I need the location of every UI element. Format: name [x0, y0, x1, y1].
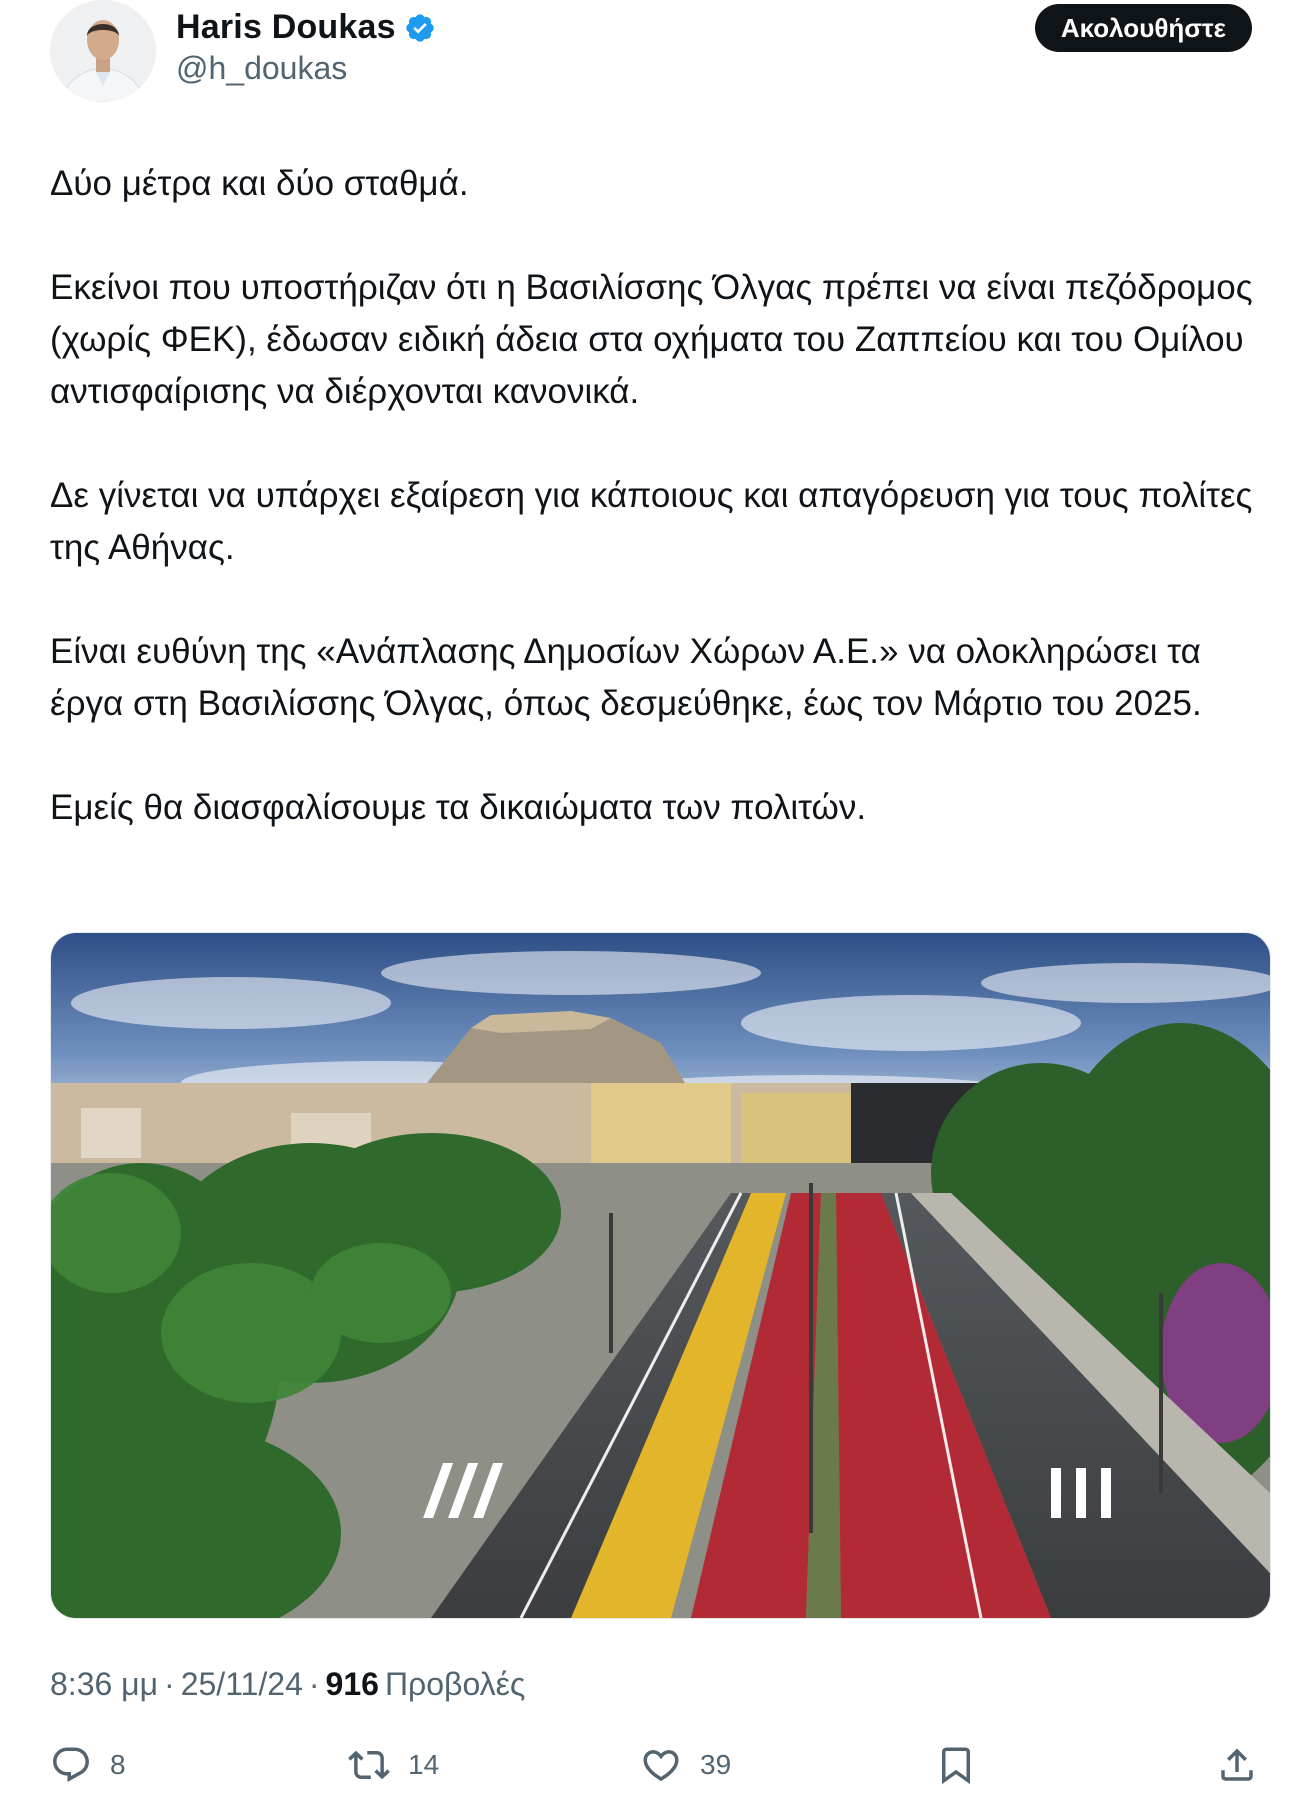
tweet-time[interactable]: 8:36 μμ — [50, 1666, 159, 1702]
follow-button[interactable]: Ακολουθήστε — [1035, 4, 1252, 52]
tweet-text — [50, 158, 1270, 886]
reply-icon — [50, 1744, 92, 1786]
repost-icon — [348, 1744, 390, 1786]
avatar[interactable] — [50, 0, 156, 102]
tweet-paragraph: Εμείς θα διασφαλίσουμε τα δικαιώματα των πολιτών. — [50, 788, 867, 827]
tweet-paragraph: Δε γίνεται να υπάρχει εξαίρεση για κάποιους και απαγόρευση για τους πολίτες της Αθήνας. — [50, 476, 1253, 567]
display-name[interactable]: Haris Doukas — [176, 8, 396, 46]
like-count: 39 — [700, 1749, 732, 1780]
tweet-date[interactable]: 25/11/24 — [180, 1666, 303, 1702]
avatar-photo — [50, 0, 156, 102]
tweet-meta — [50, 1666, 525, 1703]
verified-badge-icon — [404, 12, 436, 44]
repost-count: 14 — [408, 1749, 440, 1780]
bookmark-icon — [935, 1744, 977, 1786]
user-handle[interactable]: @h_doukas — [176, 50, 348, 86]
street-aerial-photo — [51, 933, 1270, 1618]
action-bar — [50, 1740, 1260, 1794]
like-button[interactable] — [640, 1740, 731, 1790]
tweet-paragraph: Δύο μέτρα και δύο σταθμά. — [50, 164, 469, 203]
tweet-header — [50, 0, 1250, 110]
tweet-paragraph: Είναι ευθύνη της «Ανάπλασης Δημοσίων Χώρων Α.Ε.» να ολοκληρώσει τα έργα στη Βασιλίσσης Όλγας, όπως δεσμεύθηκε, έως τον Μάρτιο του 2025. — [50, 632, 1202, 723]
reply-count: 8 — [110, 1749, 126, 1780]
tweet-media-photo[interactable] — [50, 932, 1271, 1619]
views-label: Προβολές — [384, 1666, 526, 1702]
meta-separator: · — [164, 1666, 175, 1702]
name-row — [176, 8, 436, 47]
bookmark-button[interactable] — [935, 1740, 977, 1790]
share-icon — [1216, 1744, 1258, 1786]
repost-button[interactable] — [348, 1740, 439, 1790]
heart-icon — [640, 1744, 682, 1786]
share-button[interactable] — [1216, 1740, 1258, 1790]
meta-separator: · — [308, 1666, 320, 1702]
views-count: 916 — [325, 1666, 379, 1702]
reply-button[interactable] — [50, 1740, 126, 1790]
tweet-paragraph: Εκείνοι που υποστήριζαν ότι η Βασιλίσσης Όλγας πρέπει να είναι πεζόδρομος (χωρίς ΦΕΚ), έδωσαν ειδική άδεια στα οχήματα του Ζαππείου και του Ομίλου αντισφαίρισης να διέρχονται κανονικά. — [50, 268, 1253, 411]
